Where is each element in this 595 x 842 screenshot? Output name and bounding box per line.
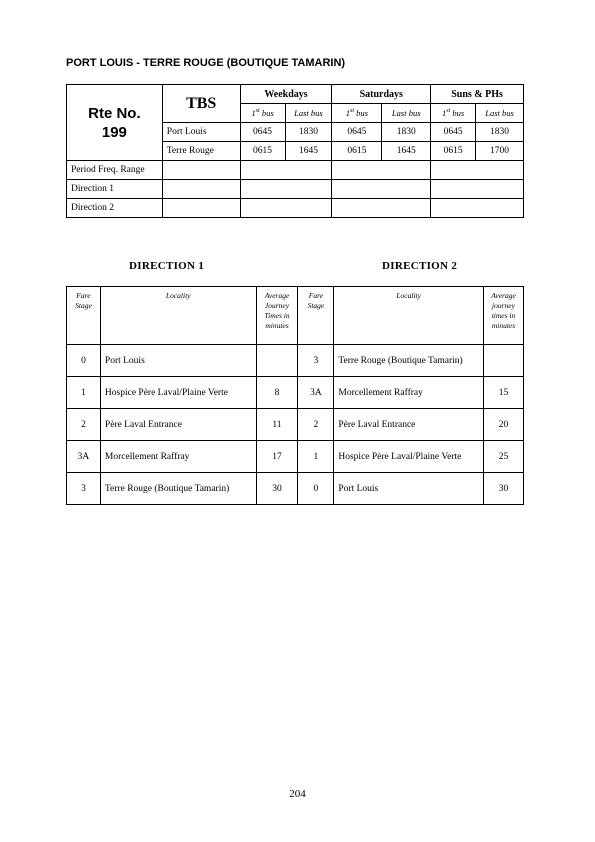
- time-cell: 1645: [285, 142, 332, 161]
- time-cell: 0645: [332, 123, 382, 142]
- journey-time: 17: [256, 441, 298, 473]
- fare-stage: 3: [298, 345, 334, 377]
- locality: Père Laval Entrance: [334, 409, 484, 441]
- direction-1-label: Direction 1: [67, 180, 163, 199]
- journey-time: 25: [484, 441, 524, 473]
- fare-stage: 0: [298, 473, 334, 505]
- last-bus-header: Last bus: [285, 104, 332, 123]
- sundays-header: Suns & PHs: [431, 85, 524, 104]
- locality: Hospice Père Laval/Plaine Verte: [100, 377, 256, 409]
- avg-time-header: Average journey times in minutes: [484, 287, 524, 345]
- table-row: [67, 161, 524, 180]
- locality: Port Louis: [334, 473, 484, 505]
- fare-stage: 3: [67, 473, 101, 505]
- time-cell: 0645: [240, 123, 285, 142]
- terminus-name: Port Louis: [162, 123, 240, 142]
- fare-stage: 2: [67, 409, 101, 441]
- journey-time: [256, 345, 298, 377]
- table-row: [67, 473, 524, 505]
- time-cell: 0645: [431, 123, 476, 142]
- time-cell: 1830: [285, 123, 332, 142]
- time-cell: 1700: [476, 142, 524, 161]
- table-row: [67, 441, 524, 473]
- weekdays-header: Weekdays: [240, 85, 332, 104]
- locality: Hospice Père Laval/Plaine Verte: [334, 441, 484, 473]
- time-cell: 1645: [382, 142, 431, 161]
- fare-stage-table: [66, 286, 524, 505]
- time-cell: 1830: [476, 123, 524, 142]
- first-bus-header: 1st bus: [332, 104, 382, 123]
- journey-time: 30: [256, 473, 298, 505]
- locality: Port Louis: [100, 345, 256, 377]
- fare-stage-header: Fare Stage: [67, 287, 101, 345]
- locality: Morcellement Raffray: [334, 377, 484, 409]
- time-cell: 0615: [332, 142, 382, 161]
- fare-stage: 3A: [67, 441, 101, 473]
- last-bus-header: Last bus: [382, 104, 431, 123]
- time-cell: 0615: [240, 142, 285, 161]
- fare-stage: 2: [298, 409, 334, 441]
- fare-stage: 1: [67, 377, 101, 409]
- tbs-header: TBS: [162, 85, 240, 123]
- route-label: Rte No.: [88, 104, 141, 122]
- locality: Père Laval Entrance: [100, 409, 256, 441]
- table-row: [67, 377, 524, 409]
- last-bus-header: Last bus: [476, 104, 524, 123]
- time-cell: 0615: [431, 142, 476, 161]
- locality-header: Locality: [100, 287, 256, 345]
- fare-stage: 0: [67, 345, 101, 377]
- fare-stage-header: Fare Stage: [298, 287, 334, 345]
- journey-time: 11: [256, 409, 298, 441]
- time-cell: 1830: [382, 123, 431, 142]
- route-number-cell: [67, 85, 163, 161]
- journey-time: 30: [484, 473, 524, 505]
- first-bus-header: 1st bus: [240, 104, 285, 123]
- avg-time-header: Average Journey Times in minutes: [256, 287, 298, 345]
- table-row: [67, 199, 524, 218]
- page-number: 204: [289, 788, 306, 800]
- saturdays-header: Saturdays: [332, 85, 431, 104]
- journey-time: 20: [484, 409, 524, 441]
- direction-2-heading: DIRECTION 2: [382, 260, 458, 272]
- timetable: [66, 84, 524, 218]
- table-row: [67, 345, 524, 377]
- table-row: [67, 409, 524, 441]
- direction-1-heading: DIRECTION 1: [129, 260, 205, 272]
- journey-time: [484, 345, 524, 377]
- journey-time: 15: [484, 377, 524, 409]
- locality: Morcellement Raffray: [100, 441, 256, 473]
- locality-header: Locality: [334, 287, 484, 345]
- page-title: PORT LOUIS - TERRE ROUGE (BOUTIQUE TAMARIN): [66, 57, 346, 69]
- locality: Terre Rouge (Boutique Tamarin): [100, 473, 256, 505]
- locality: Terre Rouge (Boutique Tamarin): [334, 345, 484, 377]
- terminus-name: Terre Rouge: [162, 142, 240, 161]
- first-bus-header: 1st bus: [431, 104, 476, 123]
- fare-stage: 3A: [298, 377, 334, 409]
- direction-2-label: Direction 2: [67, 199, 163, 218]
- period-freq-label: Period Freq. Range: [67, 161, 163, 180]
- route-number: 199: [101, 123, 127, 141]
- journey-time: 8: [256, 377, 298, 409]
- table-row: [67, 180, 524, 199]
- fare-stage: 1: [298, 441, 334, 473]
